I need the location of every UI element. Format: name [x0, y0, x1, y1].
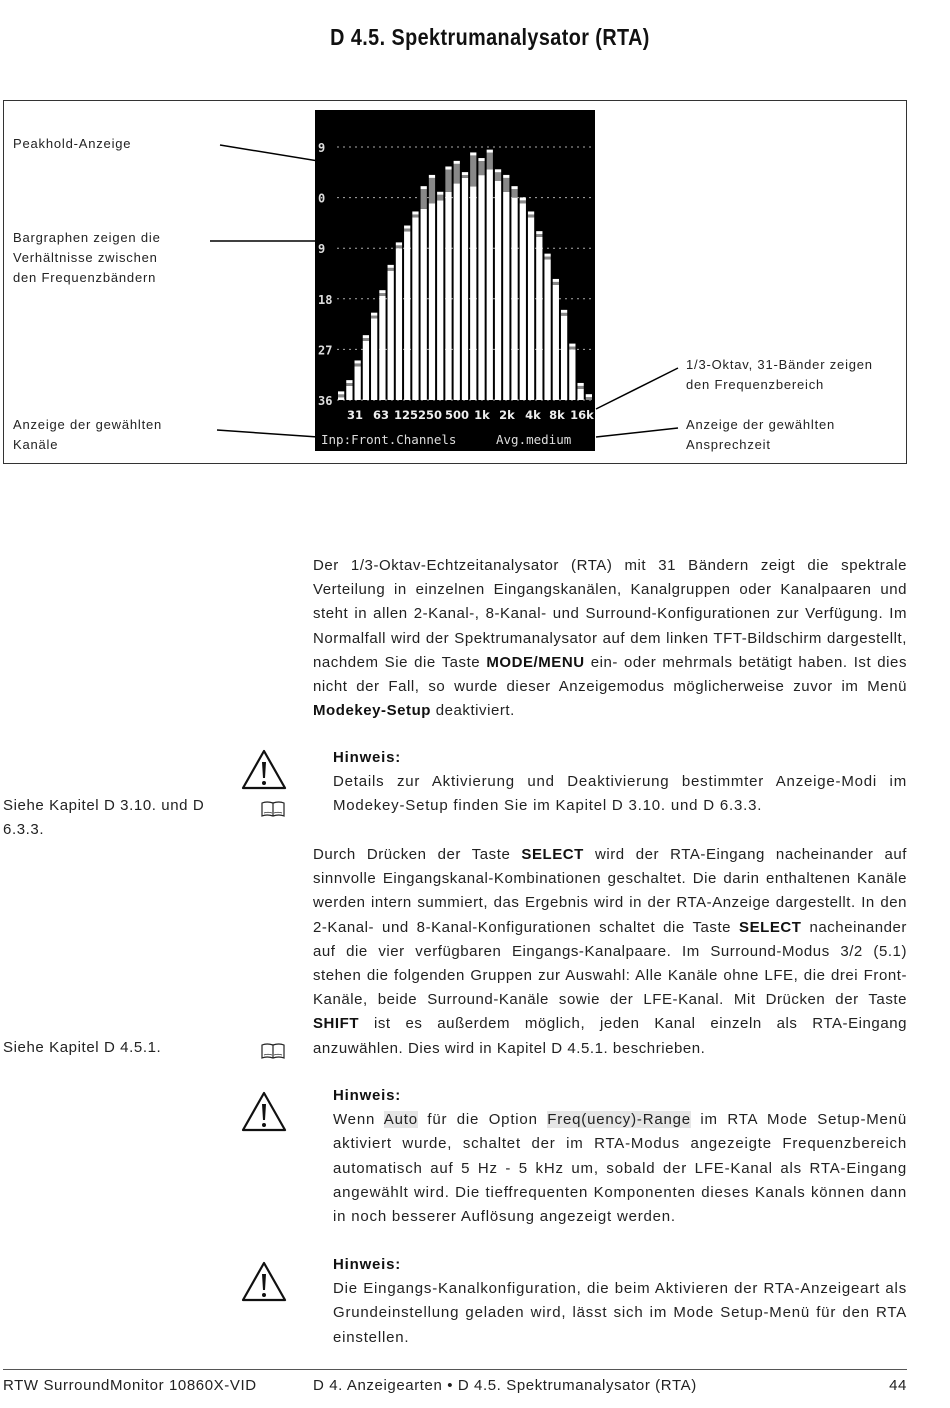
rta-peak-marker: [355, 360, 361, 363]
rta-band-hold-fill: [363, 338, 369, 341]
note-2-text: Wenn Auto für die Option Freq(uency)-Range im RTA Mode Setup-Menü aktiviert wurde, schaltet der im RTA-Modus angezeigte Frequenzbereich automatisch auf 5 Hz - 5 kHz um, sobald der LFE-Kanal als RTA-Eingang angewählt wird. Die tieffrequenten Komponenten dieses Kanals können dann in noch besserer Auflösung angezeigt werden.: [333, 1111, 907, 1226]
rta-peak-marker: [404, 226, 410, 229]
rta-band-bar: [338, 397, 344, 400]
footer-product: RTW SurroundMonitor 10860X-VID: [3, 1377, 257, 1394]
key-select-2: SELECT: [739, 918, 802, 936]
rta-band-hold-fill: [553, 282, 559, 285]
callout-channels: Anzeige der gewählten Kanäle: [13, 417, 163, 452]
rta-band-hold-fill: [388, 268, 394, 271]
rta-peak-marker: [511, 186, 517, 189]
rta-x-tick-label: 2k: [499, 408, 515, 422]
rta-x-tick-label: 250: [417, 408, 443, 422]
body-paragraph-2: Durch Drücken der Taste SELECT wird der RTA-Eingang nacheinander auf sinnvolle Eingangskanal-Kombinationen geschaltet. Die darin enthaltenen Kanäle werden intern summiert, das Ergebnis wird in der RTA-Anzeige dargestellt. In den 2-Kanal- und 8-Kanal-Konfigurationen schaltet die Taste SELECT nacheinander auf die vier verfügbaren Eingangs-Kanalpaare. Im Surround-Modus 3/2 (5.1) stehen die folgenden Gruppen zur Auswahl: Alle Kanäle ohne LFE, die drei Front-Kanäle, beide Surround-Kanäle sowie der LFE-Kanal. Mit Drücken der Taste SHIFT ist es außerdem möglich, jeden Kanal einzeln als RTA-Eingang anzuwählen. Dies wird in Kapitel D 4.5.1. beschrieben.: [313, 846, 908, 1057]
rta-x-tick-label: 31: [346, 408, 364, 422]
rta-peak-marker: [396, 242, 402, 245]
rta-band-hold-fill: [561, 313, 567, 316]
rta-band-hold-fill: [421, 189, 427, 209]
warning-icon: [241, 1090, 287, 1132]
rta-band-hold-fill: [346, 383, 352, 386]
rta-band-hold-fill: [396, 245, 402, 248]
rta-band-bar: [495, 181, 501, 400]
key-select: SELECT: [521, 846, 584, 863]
rta-band-bar: [445, 192, 451, 400]
rta-band-bar: [437, 200, 443, 400]
rta-peak-marker: [586, 394, 592, 397]
rta-band-hold-fill: [404, 229, 410, 232]
callout-peakhold: Peakhold-Anzeige: [13, 136, 132, 151]
rta-screen: [315, 110, 595, 451]
rta-band-bar: [404, 231, 410, 400]
rta-band-bar: [346, 386, 352, 400]
rta-band-hold-fill: [445, 169, 451, 191]
rta-band-hold-fill: [371, 316, 377, 319]
callout-response: Anzeige der gewählten Ansprechzeit: [686, 417, 836, 452]
rta-band-bar: [470, 186, 476, 400]
rta-peak-marker: [478, 158, 484, 161]
rta-x-tick-label: 16k: [570, 408, 594, 422]
rta-band-bar: [520, 203, 526, 400]
rta-peak-marker: [379, 290, 385, 293]
rta-peak-marker: [437, 192, 443, 195]
rta-input-status: Inp:Front.Channels: [321, 432, 457, 447]
rta-x-tick-label: 8k: [549, 408, 565, 422]
body-paragraph-1: Der 1/3-Oktav-Echtzeitanalysator (RTA) mit 31 Bändern zeigt die spektrale Verteilung in einzelnen Eingangskanälen, Kanalgruppen oder Kanalpaaren und steht in allen 2-Kanal-, 8-Kanal- und Surround-Konfigurationen zur Verfügung. Im Normalfall wird der Spektrumanalysator auf dem linken TFT-Bildschirm dargestellt, nachdem Sie die Taste MODE/MENU ein- oder mehrmals betätigt haben. Ist dies nicht der Fall, so wurde dieser Anzeigemodus möglicherweise zuvor im Menü Modekey-Setup deaktiviert.: [313, 557, 907, 720]
rta-band-hold-fill: [462, 175, 468, 178]
rta-peak-marker: [569, 344, 575, 347]
rta-band-bar: [561, 316, 567, 400]
key-mode-menu: MODE/MENU: [486, 653, 585, 671]
rta-peak-marker: [561, 310, 567, 313]
rta-band-hold-fill: [454, 164, 460, 184]
rta-band-hold-fill: [379, 293, 385, 296]
rta-peak-marker: [503, 175, 509, 178]
rta-band-hold-fill: [544, 257, 550, 260]
rta-peak-marker: [487, 150, 493, 153]
rta-band-hold-fill: [338, 394, 344, 397]
rta-band-bar: [396, 248, 402, 400]
rta-peak-marker: [495, 169, 501, 172]
option-freq-range: Freq(uency)-Range: [547, 1111, 691, 1129]
rta-band-bar: [462, 178, 468, 400]
rta-band-bar: [478, 175, 484, 400]
rta-avg-status: Avg.medium: [496, 432, 572, 447]
rta-x-tick-label: 1k: [474, 408, 490, 422]
rta-band-hold-fill: [520, 200, 526, 203]
rta-peak-marker: [371, 313, 377, 316]
note-1: [333, 746, 907, 819]
rta-band-bar: [454, 184, 460, 400]
rta-band-bar: [388, 271, 394, 400]
rta-y-tick-label: 9: [318, 141, 326, 155]
rta-x-tick-label: 4k: [525, 408, 541, 422]
note-1-text: Details zur Aktivierung und Deaktivierung bestimmter Anzeige-Modi im Modekey-Setup finden Sie im Kapitel D 3.10. und D 6.3.3.: [333, 773, 907, 815]
rta-y-tick-label: 9: [318, 242, 326, 257]
page-number: 44: [889, 1377, 907, 1394]
note-3-heading: Hinweis:: [333, 1256, 402, 1273]
warning-icon: [241, 1260, 287, 1302]
page-title: D 4.5. Spektrumanalysator (RTA): [330, 24, 650, 50]
rta-peak-marker: [421, 186, 427, 189]
book-icon: [260, 1041, 286, 1061]
callout-bargraph: Bargraphen zeigen die Verhältnisse zwischen den Frequenzbändern: [13, 230, 161, 285]
footer-section: D 4. Anzeigearten • D 4.5. Spektrumanalysator (RTA): [313, 1377, 697, 1394]
callout-bands: 1/3-Oktav, 31-Bänder zeigen den Frequenzbereich: [686, 357, 873, 392]
rta-band-hold-fill: [487, 153, 493, 170]
rta-peak-marker: [528, 211, 534, 214]
rta-band-bar: [503, 192, 509, 400]
note-3-text: Die Eingangs-Kanalkonfiguration, die beim Aktivieren der RTA-Anzeigeart als Grundeinstellung geladen wird, lässt sich im Mode Setup-Menü für den RTA einstellen.: [333, 1280, 907, 1346]
rta-peak-marker: [462, 172, 468, 175]
rta-peak-marker: [338, 391, 344, 394]
footer-rule: [3, 1369, 907, 1370]
rta-peak-marker: [412, 211, 418, 214]
rta-band-hold-fill: [478, 161, 484, 175]
note-2-heading: Hinweis:: [333, 1087, 402, 1104]
rta-band-hold-fill: [412, 214, 418, 217]
rta-band-hold-fill: [528, 214, 534, 217]
rta-band-bar: [528, 217, 534, 400]
key-shift: SHIFT: [313, 1015, 360, 1033]
rta-peak-marker: [429, 175, 435, 178]
rta-band-hold-fill: [437, 195, 443, 201]
rta-peak-marker: [454, 161, 460, 164]
rta-band-bar: [569, 349, 575, 400]
side-reference-2: Siehe Kapitel D 4.5.1.: [3, 1039, 162, 1056]
rta-band-bar: [553, 285, 559, 400]
rta-band-hold-fill: [470, 155, 476, 186]
side-reference-1: Siehe Kapitel D 3.10. und D 6.3.3.: [3, 797, 205, 839]
rta-y-tick-label: 0: [318, 191, 326, 206]
rta-band-hold-fill: [495, 172, 501, 180]
warning-icon: [241, 748, 287, 790]
rta-peak-marker: [520, 197, 526, 200]
rta-band-hold-fill: [511, 189, 517, 197]
rta-band-hold-fill: [536, 234, 542, 237]
rta-band-hold-fill: [569, 347, 575, 350]
rta-band-bar: [363, 341, 369, 400]
rta-peak-marker: [536, 231, 542, 234]
rta-band-hold-fill: [503, 178, 509, 192]
rta-y-tick-label: 27: [318, 343, 333, 358]
rta-band-hold-fill: [429, 178, 435, 203]
rta-y-tick-label: 18: [318, 292, 333, 307]
note-2: [333, 1084, 907, 1229]
rta-peak-marker: [445, 166, 451, 169]
rta-band-hold-fill: [355, 363, 361, 366]
rta-peak-marker: [470, 152, 476, 155]
rta-band-bar: [511, 198, 517, 400]
rta-peak-marker: [388, 265, 394, 268]
rta-peak-marker: [577, 383, 583, 386]
rta-x-tick-label: 63: [372, 408, 390, 422]
book-icon: [260, 799, 286, 819]
rta-peak-marker: [544, 254, 550, 257]
rta-band-bar: [371, 318, 377, 400]
rta-peak-marker: [553, 279, 559, 282]
rta-band-bar: [379, 296, 385, 400]
rta-band-bar: [487, 169, 493, 400]
rta-band-bar: [429, 203, 435, 400]
rta-band-bar: [355, 366, 361, 400]
rta-peak-marker: [363, 335, 369, 338]
note-3: [333, 1253, 907, 1350]
rta-band-bar: [536, 237, 542, 400]
rta-y-tick-label: 36: [318, 394, 333, 408]
rta-band-bar: [421, 209, 427, 400]
rta-band-bar: [577, 389, 583, 400]
note-1-heading: Hinweis:: [333, 749, 402, 766]
rta-band-bar: [544, 259, 550, 400]
menu-modekey-setup: Modekey-Setup: [313, 702, 432, 720]
rta-band-hold-fill: [586, 397, 592, 400]
option-auto: Auto: [383, 1111, 418, 1129]
rta-band-hold-fill: [577, 386, 583, 389]
rta-x-tick-label: 500: [444, 408, 470, 422]
rta-band-bar: [412, 217, 418, 400]
rta-peak-marker: [346, 380, 352, 383]
rta-x-tick-label: 125: [393, 408, 419, 422]
